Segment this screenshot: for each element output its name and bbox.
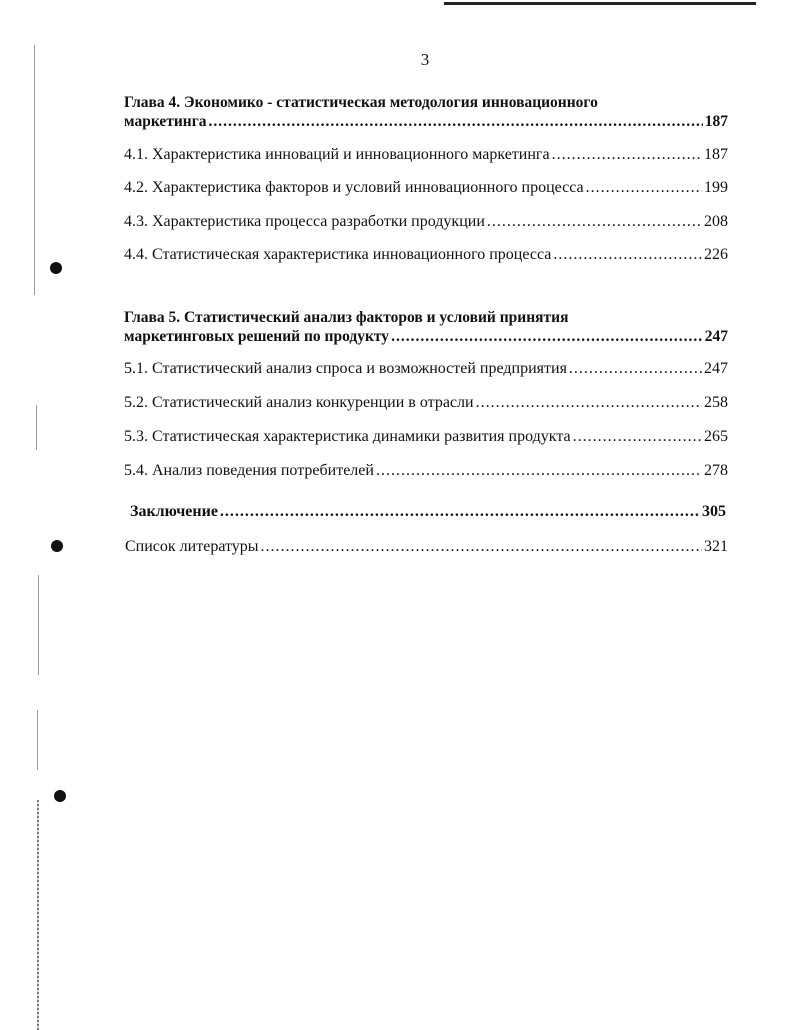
toc-page: 305 [702,503,726,520]
toc-entry-conclusion [130,503,726,521]
scan-edge-line [34,45,35,295]
leader-dots [391,327,703,346]
toc-entry-5-3 [124,428,728,446]
toc-entry-4-3 [124,213,728,231]
toc-page: 226 [704,246,728,263]
page-number: 3 [420,50,430,69]
toc-entry-5-1 [124,360,728,378]
binder-hole-mark [51,540,63,552]
leader-dots [552,146,702,164]
toc-label: 5.4. Анализ поведения потребителей [124,462,374,479]
toc-entry-references [125,538,728,556]
toc-label: 4.1. Характеристика инноваций и инновационного маркетинга [124,146,550,163]
toc-label: 4.3. Характеристика процесса разработки продукции [124,213,485,230]
toc-label: 5.2. Статистический анализ конкуренции в отрасли [124,394,474,411]
toc-page: 321 [704,538,728,555]
scan-edge-line [36,405,37,450]
binder-hole-mark [54,790,66,802]
chapter-4-title: Глава 4. Экономико - статистическая методология инновационного [124,94,598,111]
toc-label: 4.4. Статистическая характеристика инновационного процесса [124,246,552,263]
toc-label: 4.2. Характеристика факторов и условий инновационного процесса [124,179,584,196]
toc-page: 208 [704,213,728,230]
toc-page: 199 [704,179,728,196]
leader-dots [376,462,702,480]
chapter-5-heading [124,308,728,346]
chapter-4-page: 187 [704,113,728,130]
chapter-5-title-cont: маркетинговых решений по продукту [124,328,390,345]
toc-label: Список литературы [125,538,259,555]
leader-dots [569,360,702,378]
leader-dots [573,428,702,446]
leader-dots [487,213,702,231]
toc-page: 278 [704,462,728,479]
toc-entry-5-4 [124,462,728,480]
toc-entry-4-2 [124,179,728,197]
scan-edge-line [38,575,39,675]
toc-label: 5.1. Статистический анализ спроса и возможностей предприятия [124,360,567,377]
toc-entry-4-4 [124,246,728,264]
binder-hole-mark [50,262,62,274]
chapter-4-title-cont: маркетинга [124,113,207,130]
toc-page: 247 [704,360,728,377]
leader-dots [553,246,702,264]
top-rule [444,2,756,5]
leader-dots [220,503,700,521]
scan-edge-noise [37,800,39,1030]
chapter-4-heading [124,93,728,131]
chapter-5-title: Глава 5. Статистический анализ факторов и условий принятия [124,309,569,326]
toc-page: 258 [704,394,728,411]
leader-dots [586,179,702,197]
toc-label: Заключение [130,503,218,520]
toc-page: 187 [704,146,728,163]
toc-label: 5.3. Статистическая характеристика динамики развития продукта [124,428,571,445]
toc-entry-5-2 [124,394,728,412]
leader-dots [209,112,703,131]
chapter-5-page: 247 [704,328,728,345]
toc-entry-4-1 [124,146,728,164]
leader-dots [261,538,702,556]
toc-page: 265 [704,428,728,445]
scan-edge-line [37,710,38,770]
leader-dots [476,394,702,412]
